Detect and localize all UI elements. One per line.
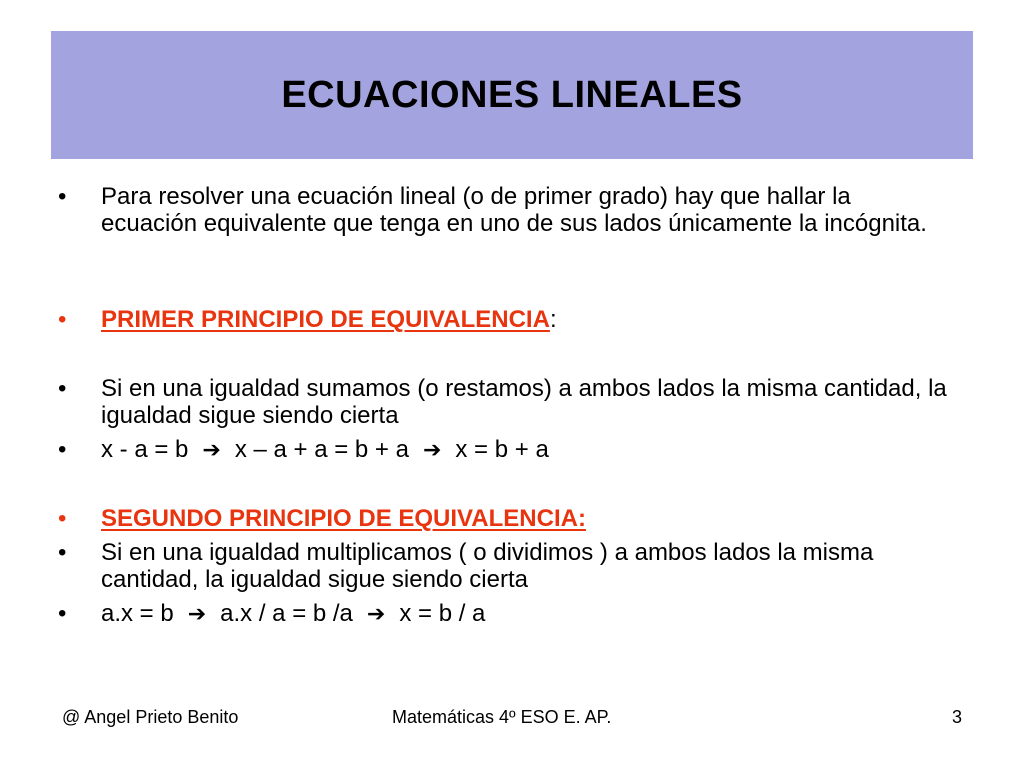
bullet-dot: •: [58, 183, 67, 210]
title-banner: [51, 31, 973, 159]
bullet-dot: •: [58, 539, 67, 566]
bullet-intro-text: Para resolver una ecuación lineal (o de primer grado) hay que hallar la ecuación equivalente que tenga en uno de sus lados únicamente la incógnita.: [101, 183, 927, 237]
first-principle-line: [101, 306, 951, 333]
bullet-dot: •: [58, 375, 67, 402]
right-arrow-icon: ➔: [422, 437, 442, 462]
right-arrow-icon: ➔: [366, 601, 386, 626]
right-arrow-icon: ➔: [202, 437, 221, 462]
equation-step-2: x – a + a = b + a: [234, 436, 409, 463]
bullet-dot: •: [58, 306, 67, 333]
footer-page-number: 3: [952, 707, 963, 727]
equation-step-3: x = b / a: [399, 600, 486, 627]
second-principle-line: [101, 505, 951, 532]
footer-author: @ Angel Prieto Benito: [62, 707, 239, 727]
equation-step-1: x - a = b: [101, 436, 189, 463]
bullet-dot: •: [58, 436, 67, 463]
first-principle-description: Si en una igualdad sumamos (o restamos) a ambos lados la misma cantidad, la igualdad sigue siendo cierta: [101, 375, 947, 429]
second-principle-heading: SEGUNDO PRINCIPIO DE EQUIVALENCIA:: [101, 505, 586, 532]
right-arrow-icon: ➔: [187, 601, 207, 626]
equation-step-1: a.x = b: [101, 600, 174, 627]
second-principle-description: Si en una igualdad multiplicamos ( o dividimos ) a ambos lados la misma cantidad, la igualdad sigue siendo cierta: [101, 539, 874, 593]
bullet-dot: •: [58, 600, 67, 627]
first-principle-heading: PRIMER PRINCIPIO DE EQUIVALENCIA: [101, 306, 550, 333]
slide-title: ECUACIONES LINEALES: [281, 74, 743, 116]
footer-course: Matemáticas 4º ESO E. AP.: [392, 707, 612, 727]
first-principle-equation: [101, 436, 951, 463]
second-principle-equation: [101, 600, 951, 627]
first-principle-colon: :: [549, 306, 557, 333]
bullet-dot: •: [58, 505, 67, 532]
equation-step-2: a.x / a = b /a: [220, 600, 353, 627]
equation-step-3: x = b + a: [455, 436, 549, 463]
